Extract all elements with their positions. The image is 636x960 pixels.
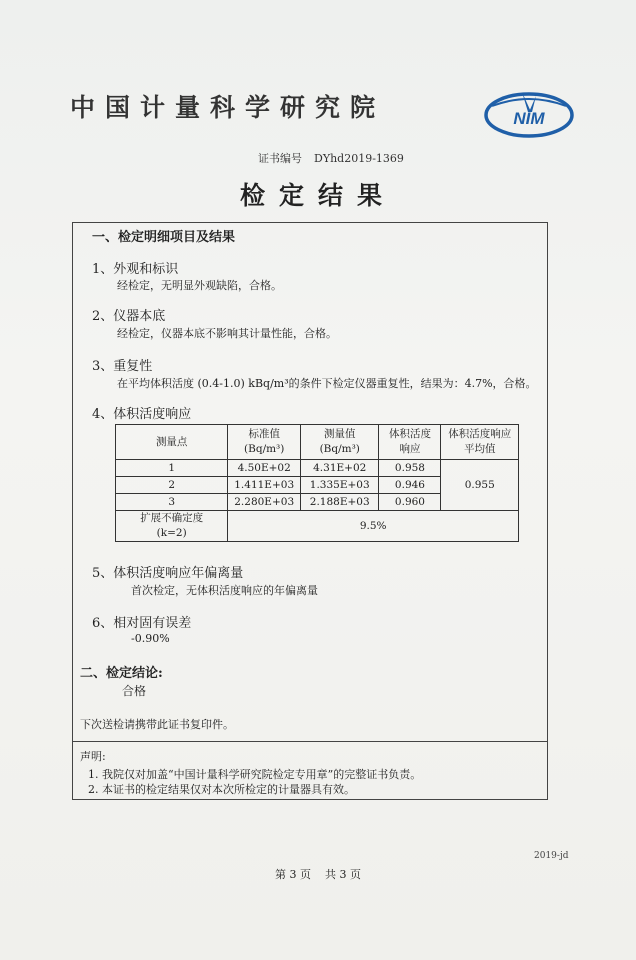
row1-measured: 4.31E+02 (301, 460, 379, 477)
cert-number-label: 证书编号 (258, 152, 302, 165)
row1-standard: 4.50E+02 (228, 460, 301, 477)
row2-response: 0.946 (379, 477, 441, 494)
statement-divider (72, 741, 548, 742)
row3-response: 0.960 (379, 494, 441, 511)
item2-heading: 2、仪器本底 (92, 309, 166, 324)
statement-item-2: 2. 本证书的检定结果仅对本次所检定的计量器具有效。 (88, 783, 355, 796)
header-standard: 标准值 (Bq/m³) (228, 425, 301, 460)
item4-heading: 4、体积活度响应 (92, 407, 192, 422)
average-response: 0.955 (441, 460, 519, 511)
cert-number: DYhd2019-1369 (314, 152, 404, 165)
row1-point: 1 (116, 460, 228, 477)
row1-response: 0.958 (379, 460, 441, 477)
next-inspection-note: 下次送检请携带此证书复印件。 (80, 718, 234, 731)
item1-heading: 1、外观和标识 (92, 262, 179, 277)
header-point: 测量点 (116, 425, 228, 460)
row2-point: 2 (116, 477, 228, 494)
form-code: 2019-jd (534, 851, 569, 861)
logo-text: NIM (513, 109, 545, 128)
table-row (116, 460, 519, 477)
row3-standard: 2.280E+03 (228, 494, 301, 511)
item1-text: 经检定，无明显外观缺陷，合格。 (117, 279, 282, 292)
certificate-number-line (258, 150, 404, 166)
statement-heading: 声明: (80, 750, 106, 763)
header-average: 体积活度响应 平均值 (441, 425, 519, 460)
item5-text: 首次检定，无体积活度响应的年偏离量 (131, 584, 318, 597)
item5-heading: 5、体积活度响应年偏离量 (92, 566, 244, 581)
header-measured: 测量值 (Bq/m³) (301, 425, 379, 460)
response-table (115, 424, 519, 542)
table-header-row (116, 425, 519, 460)
institution-name: 中国计量科学研究院 (70, 93, 386, 122)
statement-item-1: 1. 我院仅对加盖“中国计量科学研究院检定专用章”的完整证书负责。 (88, 768, 422, 781)
item3-heading: 3、重复性 (92, 359, 153, 374)
page-title: 检定结果 (239, 181, 396, 210)
row3-measured: 2.188E+03 (301, 494, 379, 511)
uncertainty-label: 扩展不确定度 (k=2) (116, 511, 228, 542)
item2-text: 经检定，仪器本底不影响其计量性能，合格。 (117, 327, 337, 340)
page-number: 第 3 页 共 3 页 (275, 868, 361, 881)
nim-logo-icon (484, 88, 574, 140)
item3-text: 在平均体积活度 (0.4-1.0) kBq/m³的条件下检定仪器重复性，结果为：4.7%，合格。 (117, 377, 537, 390)
item6-text: -0.90% (131, 632, 170, 645)
row3-point: 3 (116, 494, 228, 511)
uncertainty-value: 9.5% (228, 511, 519, 542)
item6-heading: 6、相对固有误差 (92, 616, 192, 631)
row2-standard: 1.411E+03 (228, 477, 301, 494)
uncertainty-row (116, 511, 519, 542)
section1-heading: 一、检定明细项目及结果 (92, 230, 236, 245)
header-response: 体积活度 响应 (379, 425, 441, 460)
section2-heading: 二、检定结论: (80, 666, 163, 681)
conclusion-result: 合格 (122, 684, 147, 698)
row2-measured: 1.335E+03 (301, 477, 379, 494)
